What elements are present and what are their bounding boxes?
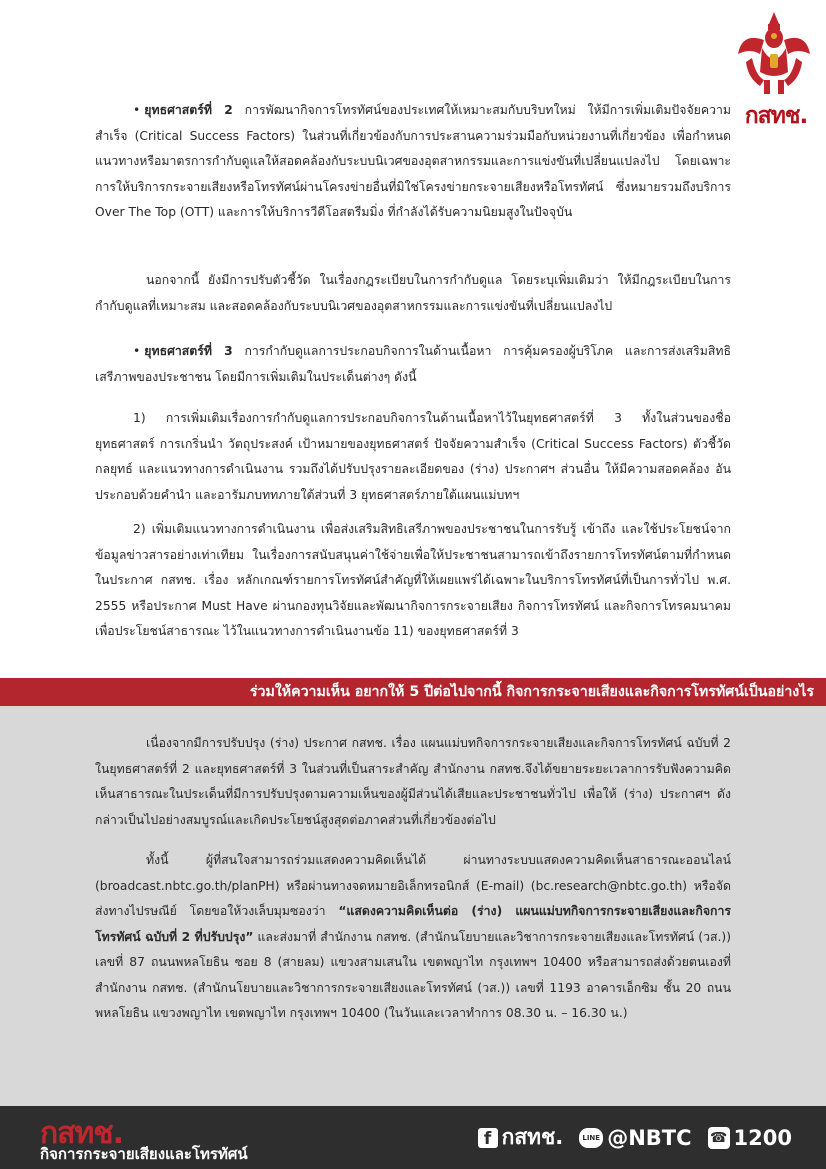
strategy-3-label: ยุทธศาสตร์ที่ 3 [144, 344, 233, 358]
extension-paragraph: เนื่องจากมีการปรับปรุง (ร่าง) ประกาศ กสทช. เรื่อง แผนแม่บทกิจการกระจายเสียงและกิจการโทรทัศน์ ฉบับที่ 2 ในยุทธศาสตร์ที่ 2 และยุทธศาสตร์ที่ 3 ในส่วนที่เป็นสาระสำคัญ สำนักงาน กสทช.จึงได้ขยายระยะเวลาการรับฟังความคิดเห็นสาธารณะในประเด็นที่มีการปรับปรุงตามความเห็นของผู้มีส่วนได้เสียและประชาชนทั่วไป เพื่อให้ (ร่าง) ประกาศฯ ดังกล่าวเป็นไปอย่างสมบูรณ์และเกิดประโยชน์สูงสุดต่อภาคส่วนที่เกี่ยวข้องต่อไป [95, 736, 731, 827]
facebook-icon: f [478, 1128, 498, 1148]
footer-contacts [478, 1121, 792, 1154]
item-1-paragraph: 1) การเพิ่มเติมเรื่องการกำกับดูแลการประกอบกิจการในด้านเนื้อหาไว้ในยุทธศาสตร์ที่ 3 ทั้งในส่วนของชื่อยุทธศาสตร์ การเกริ่นนำ วัตถุประสงค์ เป้าหมายของยุทธศาสตร์ ปัจจัยความสำเร็จ (Critical Success Factors) ตัวชี้วัด กลยุทธ์ และแนวทางการดำเนินงาน รวมถึงได้ปรับปรุงรายละเอียดของ (ร่าง) ประกาศฯ ส่วนอื่น ให้มีความสอดคล้อง อันประกอบด้วยคำนำ และอารัมภบททภายใต้ส่วนที่ 3 ยุทธศาสตร์ภายใต้แผนแม่บทฯ [95, 411, 731, 502]
strategy-2-label: ยุทธศาสตร์ที่ 2 [144, 103, 233, 117]
phone-number[interactable]: 1200 [733, 1125, 792, 1150]
strategy-2-text: การพัฒนากิจการโทรทัศน์ของประเทศให้เหมาะสมกับบริบทใหม่ ให้มีการเพิ่มเติมปัจจัยความสำเร็จ (Critical Success Factors) ในส่วนที่เกี่ยวข้องกับการประสานความร่วมมือกับหน่วยงานที่เกี่ยวข้อง เพื่อกำหนดแนวทางหรือมาตรการกำกับดูแลให้สอดคล้องกับระบบนิเวศของอุตสาหกรรมและการแข่งขันที่เปลี่ยนแปลงไป โดยเฉพาะการให้บริการกระจายเสียงหรือโทรทัศน์ผ่านโครงข่ายอื่นที่มิใช่โครงข่ายกระจายเสียงหรือโทรทัศน์ ซึ่งหมายรวมถึงบริการ Over The Top (OTT) และการให้บริการวีดีโอสตรีมมิ่ง ที่กำลังได้รับความนิยมสูงในปัจจุบัน [95, 103, 731, 219]
bullet-icon: • [133, 103, 141, 117]
indicator-paragraph: นอกจากนี้ ยังมีการปรับตัวชี้วัด ในเรื่องกฎระเบียบในการกำกับดูแล โดยระบุเพิ่มเติมว่า ให้มีกฎระเบียบในการกำกับดูแลที่เหมาะสม และสอดคล้องกับระบบนิเวศของอุตสาหกรรมและการแข่งขันที่เปลี่ยนแปลงไป [95, 273, 731, 313]
line-handle[interactable]: @NBTC [607, 1125, 692, 1150]
nbtc-logo-text: กสทช. [744, 103, 808, 129]
facebook-handle[interactable]: กสทช. [501, 1125, 564, 1149]
strategy-3-text: การกำกับดูแลการประกอบกิจการในด้านเนื้อหา การคุ้มครองผู้บริโภค และการส่งเสริมสิทธิเสรีภาพของประชาชน โดยมีการเพิ่มเติมในประเด็นต่างๆ ดังนี้ [95, 344, 731, 384]
envelope-label-text: “แสดงความคิดเห็นต่อ (ร่าง) แผนแม่บทกิจการกระจายเสียงและกิจการโทรทัศน์ ฉบับที่ 2 ที่ปรับปรุง” [95, 904, 731, 944]
how-to-comment-text-a: ทั้งนี้ ผู้ที่สนใจสามารถร่วมแสดงความคิดเห็นได้ ผ่านทางระบบแสดงความคิดเห็นสาธารณะออนไลน์ (broadcast.nbtc.go.th/planPH) หรือผ่านทางจดหมายอิเล็กทรอนิกส์ (E-mail) (bc.research@nbtc.go.th) หรือจัดส่งทางไปรษณีย์ โดยขอให้วงเล็บมุมซองว่า [95, 853, 731, 918]
strategy-2-paragraph [95, 98, 731, 226]
footer [0, 1106, 826, 1169]
footer-subtitle: กิจการกระจายเสียงและโทรทัศน์ [40, 1145, 248, 1163]
garuda-emblem-logo [734, 10, 814, 98]
bullet-icon: • [133, 344, 141, 358]
comment-banner [0, 678, 826, 706]
footer-logo: กสทช. [40, 1116, 124, 1151]
line-icon: LINE [579, 1128, 603, 1148]
banner-title: ร่วมให้ความเห็น อยากให้ 5 ปีต่อไปจากนี้ กิจการกระจายเสียงและกิจการโทรทัศน์เป็นอย่างไร [249, 684, 814, 700]
item-2-paragraph: 2) เพิ่มเติมแนวทางการดำเนินงาน เพื่อส่งเสริมสิทธิเสรีภาพของประชาชนในการรับรู้ เข้าถึง และใช้ประโยชน์จากข้อมูลข่าวสารอย่างเท่าเทียม ในเรื่องการสนับสนุนค่าใช้จ่ายเพื่อให้ประชาชนสามารถเข้าถึงรายการโทรทัศน์ตามที่กำหนดในประกาศ กสทช. เรื่อง หลักเกณฑ์รายการโทรทัศน์สำคัญที่ให้เผยแพร่ได้เฉพาะในบริการโทรทัศน์ที่เป็นการทั่วไป พ.ศ. 2555 หรือประกาศ Must Have ผ่านกองทุนวิจัยและพัฒนากิจการกระจายเสียง กิจการโทรทัศน์ และกิจการโทรคมนาคม เพื่อประโยชน์สาธารณะ ไว้ในแนวทางการดำเนินงานข้อ 11) ของยุทธศาสตร์ที่ 3 [95, 522, 731, 638]
how-to-comment-text-b: และส่งมาที่ สำนักงาน กสทช. (สำนักนโยบายและวิชาการกระจายเสียงและโทรทัศน์ (วส.)) เลขที่ 87 ถนนพหลโยธิน ซอย 8 (สายลม) แขวงสามเสนใน เขตพญาไท กรุงเทพฯ 10400 หรือสามารถส่งด้วยตนเองที่สำนักงาน กสทช. (สำนักนโยบายและวิชาการกระจายเสียงและโทรทัศน์ (วส.)) เลขที่ 1193 อาคารเอ็กซิม ชั้น 20 ถนนพหลโยธิน แขวงพญาไท เขตพญาไท กรุงเทพฯ 10400 (ในวันและเวลาทำการ 08.30 น. – 16.30 น.) [95, 929, 731, 1020]
strategy-3-paragraph [95, 339, 731, 390]
phone-icon: ☎ [708, 1127, 730, 1149]
how-to-comment-paragraph [95, 848, 731, 1027]
